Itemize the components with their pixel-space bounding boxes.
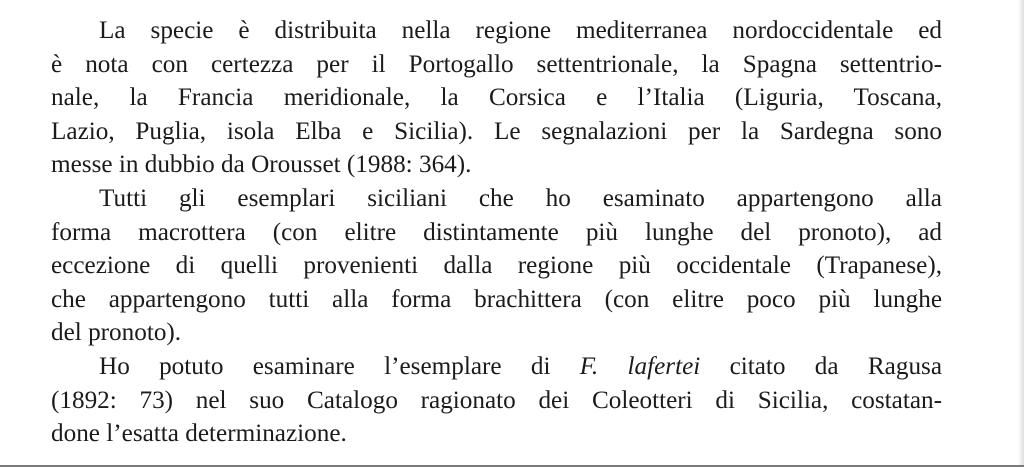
paragraph-distribution — [51, 14, 942, 182]
text-line: è nota con certezza per il Portogallo settentrionale, la Spagna settentrio- — [51, 50, 942, 78]
text-line: done l’esatta determinazione. — [51, 420, 347, 448]
species-name: F. lafertei — [579, 352, 701, 380]
text-line: eccezione di quelli provenienti dalla regione più occidentale (Trapanese), — [51, 252, 942, 280]
text-line: Lazio, Puglia, isola Elba e Sicilia). Le segnalazioni per la Sardegna sono — [51, 117, 942, 145]
text-line — [51, 350, 942, 384]
text-line: forma macrottera (con elitre distintamente più lunghe del pronoto), ad — [51, 218, 942, 246]
text-line: del pronoto). — [51, 319, 182, 347]
text-line: (1892: 73) nel suo Catalogo ragionato dei Coleotteri di Sicilia, costatan- — [51, 386, 942, 414]
text-line: La specie è distribuita nella regione mediterranea nordoccidentale ed — [99, 17, 942, 44]
text-segment: Ho potuto esaminare l’esemplare di — [99, 352, 551, 380]
text-line: Tutti gli esemplari siciliani che ho esaminato appartengono alla — [99, 184, 942, 212]
paragraph-ragusa-specimen — [51, 350, 942, 451]
text-segment: citato da Ragusa — [729, 352, 943, 380]
paragraph-sicilian-specimens — [51, 182, 942, 350]
text-line: che appartengono tutti alla forma brachittera (con elitre poco più lunghe — [51, 285, 942, 313]
text-line: nale, la Francia meridionale, la Corsica e l’Italia (Liguria, Toscana, — [51, 84, 942, 112]
scan-edge-shadow — [1018, 0, 1024, 467]
text-line: messe in dubbio da Orousset (1988: 364). — [51, 151, 472, 179]
